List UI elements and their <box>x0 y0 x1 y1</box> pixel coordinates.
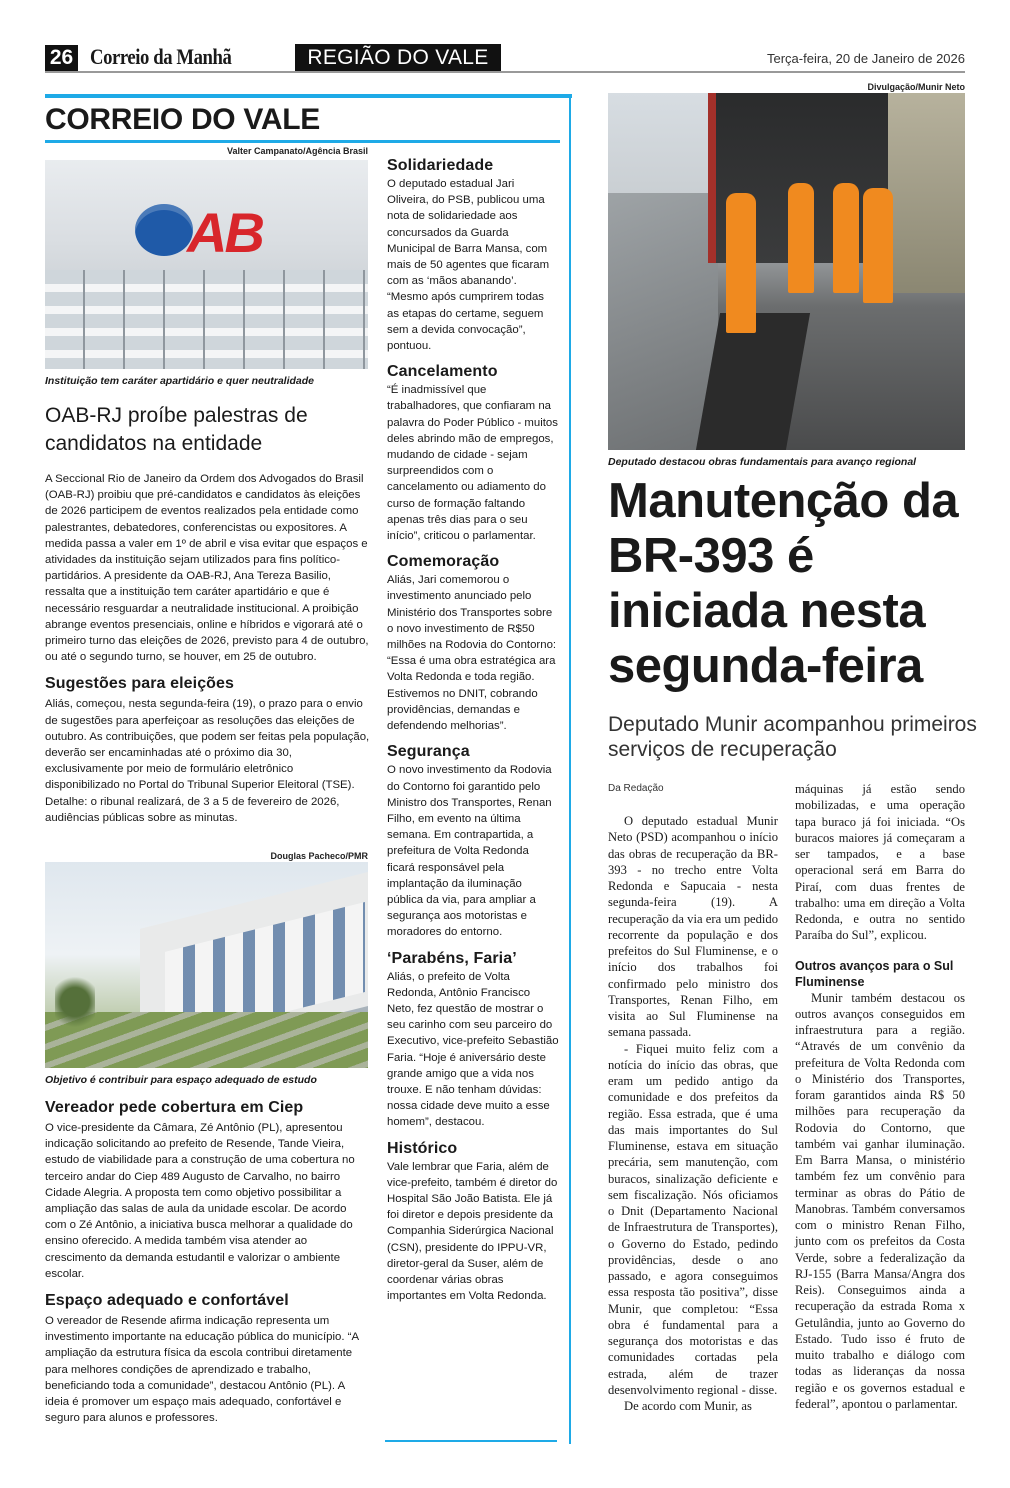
box-title-rule <box>45 140 560 143</box>
subheading: Sugestões para eleições <box>45 675 235 693</box>
note-title: Cancelamento <box>387 363 498 381</box>
subheading: Espaço adequado e confortável <box>45 1292 289 1310</box>
newspaper-logo: Correio da Manhã <box>90 44 232 69</box>
photo-credit: Douglas Pacheco/PMR <box>270 851 368 861</box>
school-building-photo <box>45 862 368 1068</box>
note-title: Segurança <box>387 743 470 761</box>
box-bottom-rule <box>385 1440 557 1442</box>
byline: Da Redação <box>608 783 664 794</box>
notes-column <box>387 156 559 1304</box>
subheading: Vereador pede cobertura em Ciep <box>45 1099 304 1116</box>
photo-caption: Objetivo é contribuir para espaço adequado de estudo <box>45 1074 317 1086</box>
road-works-photo <box>608 93 965 450</box>
issue-date: Terça-feira, 20 de Janeiro de 2026 <box>766 51 965 66</box>
note-title: Histórico <box>387 1139 458 1157</box>
note-body: O deputado estadual Jari Oliveira, do PSB, publicou uma nota de solidariedade aos concursados da Guarda Municipal de Barra Mansa, com mais de 50 agentes que ficaram com as ‘mãos abanando’. “Mesmo após cumprirem todas as etapas do certame, seguem sem a devida convocação”, pontuou. <box>387 178 550 353</box>
paragraph: - Fiquei muito feliz com a notícia do início das obras, que eram um pedido antigo da comunidade e dos prefeitos da região. Essa estrada, que é uma das mais importantes do Sul Fluminense, estava em situação precária, sem manutenção, com buracos, sinalização deficiente e sem fiscalização. Nós oficiamos o Dnit (Departamento Nacional de Infraestrutura de Transportes), o Governo do Estado, pedindo providências, desde o ano passado, e agora conseguimos essa resposta tão positiva”, disse Munir, que completou: “Essa obra é fundamental para a segurança dos motoristas e das comunidades cortadas pela estrada, além de trazer desenvolvimento regional - disse. <box>608 1041 778 1397</box>
note-title: Solidariedade <box>387 157 494 174</box>
note-body: Vale lembrar que Faria, além de vice-prefeito, também é diretor do Hospital São João Batista. Ele já foi diretor e depois presidente da Companhia Siderúrgica Nacional (CSN), presidente do IPPU-VR, diretor-geral da Suser, além de coordenar várias obras importantes em Volta Redonda. <box>387 1160 558 1303</box>
article-headline: OAB-RJ proíbe palestras de candidatos na entidade <box>45 404 308 455</box>
oab-logo-letters: AB <box>187 201 262 264</box>
note-body: Aliás, o prefeito de Volta Redonda, Antônio Francisco Neto, fez questão de mostrar o seu carinho com seu parceiro do Executivo, vice-prefeito Sebastião Faria. “Hoje é aniversário deste grande amigo que a vida nos trouxe. E não tenham dúvidas: nossa cidade deve muito a esse homem”, destacou. <box>387 970 559 1129</box>
note-body: O novo investimento da Rodovia do Contorno foi garantido pelo Ministro dos Transportes, Renan Filho, em evento na última semana. Em contrapartida, a prefeitura de Volta Redonda ficará responsável pela implantação da iluminação pública da via, para ampliar a segurança aos motoristas e moradores do entorno. <box>387 764 552 939</box>
paragraph: máquinas já estão sendo mobilizadas, e uma operação tapa buraco já foi iniciada. “Os buracos maiores já começaram a ser tampados, e a base operacional será em Barra do Piraí, com duas frentes de trabalho: uma em direção a Volta Redonda, e outra no sentido Paraíba do Sul”, explicou. <box>795 782 965 943</box>
oab-logo-globe <box>135 204 193 256</box>
header-rule <box>45 71 965 73</box>
main-headline: Manutenção da BR-393 é iniciada nesta segunda-feira <box>608 474 959 693</box>
photo-credit: Valter Campanato/Agência Brasil <box>226 146 368 156</box>
box-right-rule <box>569 94 571 1444</box>
subheading: Outros avanços para o Sul Fluminense <box>795 958 954 989</box>
paragraph: Munir também destacou os outros avanços conseguidos em infraestrutura para a região. “Através de um convênio da prefeitura de Volta Redonda com o Ministério dos Transportes, foram garantidos ainda R$ 50 milhões para recuperação da Rodovia do Contorno, que também vai ganhar iluminação. Em Barra Mansa, o ministério também fez um convênio para terminar as obras do Pátio de Manobras. Também conversamos com o ministro Renan Filho, junto com os prefeitos da Costa Verde, sobre a federalização da RJ-155 (Barra Mansa/Angra dos Reis). Conseguimos ainda a recuperação da estrada Roma x Getulândia, junto ao Governo do Estado. Tudo isso é fruto de muito trabalho e diálogo com todas as lideranças da nossa região e os governos estadual e federal”, apontou o parlamentar. <box>795 990 965 1411</box>
note-body: “É inadmissível que trabalhadores, que confiaram na palavra do Poder Público - muitos deles abrindo mão de empregos, mudando de cidade - sejam surpreendidos com o cancelamento ou adiamento do curso de formação faltando apenas três dias para o seu início”, criticou o parlamentar. <box>387 384 558 543</box>
main-body-column-1 <box>608 813 778 1414</box>
article-body <box>45 471 370 826</box>
section-label: REGIÃO DO VALE <box>295 44 501 71</box>
paragraph: De acordo com Munir, as <box>624 1399 752 1413</box>
photo-caption: Deputado destacou obras fundamentais para avanço regional <box>608 456 917 468</box>
note-body: Aliás, Jari comemorou o investimento anunciado pelo Ministério dos Transportes sobre o novo investimento de R$50 milhões na Rodovia do Contorno: “Essa é uma obra estratégica ara Volta Redonda e toda região. Estivemos no DNIT, cobrando providências, demandas e defendendo melhorias”. <box>387 574 557 733</box>
paragraph: O vereador de Resende afirma indicação representa um investimento importante na educação pública do município. “A ampliação da estrutura física da escola contribui diretamente para melhores condições de aprendizado e trabalho, beneficiando toda a comunidade”, destacou Antônio (PL). A ideia é promover um espaço mais adequado, confortável e seguro para alunos e professores. <box>45 1315 359 1425</box>
note-title: Comemoração <box>387 553 500 571</box>
photo-credit: Divulgação/Munir Neto <box>867 82 965 92</box>
page-number: 26 <box>45 45 78 71</box>
paragraph: O vice-presidente da Câmara, Zé Antônio (PL), apresentou indicação solicitando ao prefeito de Resende, Tande Vieira, estudo de viabilidade para a construção de uma cobertura no terceiro andar do Ciep 489 Augusto de Carvalho, no bairro Cidade Alegria. A proposta tem como objetivo possibilitar a ampliação das salas de aula da unidade escolar. De acordo com o Zé Antônio, a iniciativa busca melhorar a qualidade do ensino oferecido. A medida também visa atender ao crescimento da demanda estudantil e valorizar o ambiente escolar. <box>45 1122 355 1280</box>
box-top-rule <box>45 94 572 98</box>
box-title: CORREIO DO VALE <box>45 103 320 136</box>
paragraph: A Seccional Rio de Janeiro da Ordem dos Advogados do Brasil (OAB-RJ) proibiu que pré-candidatos e candidatos às eleições de 2026 participem de eventos realizados pela entidade como palestrantes, debatedores, conferencistas ou expositores. A medida passa a valer em 1º de abril e visa evitar que espaços e atividades da instituição sejam utilizados para fins político-partidários. A presidente da OAB-RJ, Ana Tereza Basilio, ressalta que a instituição tem caráter apartidário e que é necessário resguardar a neutralidade institucional. A proibição abrange eventos presenciais, online e híbridos e vigorará até o primeiro turno das eleições de 2026, previsto para 4 de outubro, ou até o segundo turno, se houver, em 25 de outubro. <box>45 473 369 664</box>
paragraph: O deputado estadual Munir Neto (PSD) acompanhou o início das obras de recuperação da BR-393 - no trecho entre Volta Redonda e Sapucaia - nesta segunda-feira (19). A recuperação da via era um pedido recorrente da população e dos prefeitos do Sul Fluminense, e o início dos trabalhos foi confirmado pelo ministro dos Transportes, Renan Filho, em visita ao Sul Fluminense na semana passada. <box>608 814 778 1040</box>
note-title: ‘Parabéns, Faria’ <box>387 949 517 967</box>
paragraph: Aliás, começou, nesta segunda-feira (19), o prazo para o envio de sugestões para aperfeiçoar as resoluções das eleições de outubro. As contribuições, que podem ser feitas pela população, deverão ser encaminhadas até o próximo dia 30, exclusivamente por meio de formulário eletrônico disponibilizado no Portal do Tribunal Superior Eleitoral (TSE). Detalhe: o ribunal realizará, de 3 a 5 de fevereiro de 2026, audiências públicas sobre as minutas. <box>45 698 370 824</box>
oab-building-photo <box>45 160 368 369</box>
photo-caption: Instituição tem caráter apartidário e quer neutralidade <box>45 375 314 387</box>
ciep-article <box>45 1098 370 1426</box>
main-subheadline: Deputado Munir acompanhou primeiros serviços de recuperação <box>608 713 977 761</box>
main-body-column-2 <box>795 781 965 1412</box>
